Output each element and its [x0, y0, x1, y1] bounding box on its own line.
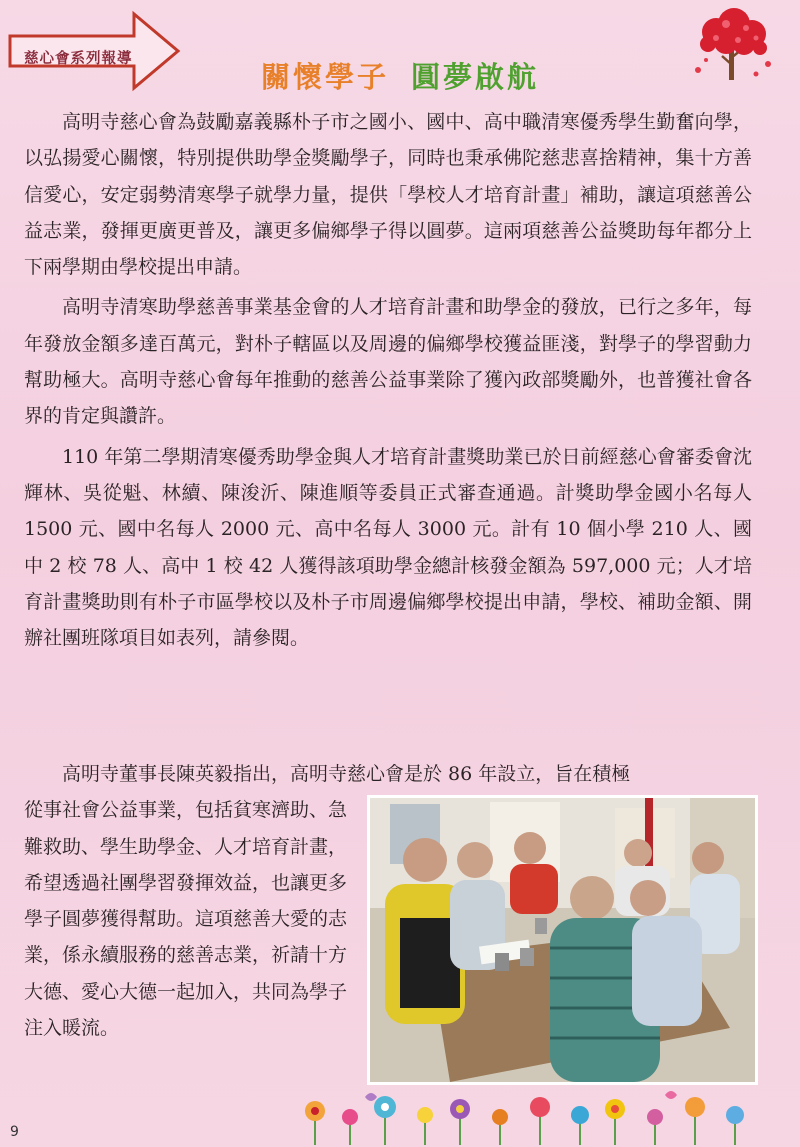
- title-part-1: 關懷學子: [260, 60, 389, 94]
- paragraph-3: 110 年第二學期清寒優秀助學金與人才培育計畫獎助業已於日前經慈心會審委會沈輝林、吳從魁、林續、陳浚沂、陳進順等委員正式審查通過。計獎助學金國小名每人 1500 元、國中名每人 2000 元、高中名每人 3000 元。計有 10 個小學 210 人、國中 2 校 78 人、高中 1 校 42 人獲得該項助學金總計核發金額為 597,000 元；人才培育計畫獎助則有朴子市區學校以及朴子市周邊偏鄉學校提出申請，學校、補助金額、開辦社團班隊項目如表列，請參閱。: [24, 445, 752, 650]
- section-tag-label: 慈心會系列報導: [24, 51, 133, 67]
- article-body: [24, 104, 752, 660]
- page-title: [0, 55, 800, 96]
- paragraph-1: 高明寺慈心會為鼓勵嘉義縣朴子市之國小、國中、高中職清寒優秀學生勤奮向學，以弘揚愛心關懷，特別提供助學金獎勵學子，同時也秉承佛陀慈悲喜捨精神，集十方善信愛心，安定弱勢清寒學子就學力量，提供「學校人才培育計畫」補助，讓這項慈善公益志業，發揮更廣更普及，讓更多偏鄉學子得以圓夢。這兩項慈善公益獎助每年都分上下兩學期由學校提出申請。: [24, 111, 752, 279]
- paragraph-4-first-line: 高明寺董事長陳英毅指出，高明寺慈心會是於 86 年設立，旨在積極: [62, 763, 631, 785]
- meeting-photo: [367, 795, 758, 1085]
- page-number: 9: [10, 1124, 19, 1140]
- paragraph-2: 高明寺清寒助學慈善事業基金會的人才培育計畫和助學金的發放，已行之多年，每年發放金額多達百萬元，對朴子轄區以及周邊的偏鄉學校獲益匪淺，對學子的學習動力幫助極大。高明寺慈心會每年推動的慈善公益事業除了獲內政部獎勵外，也普獲社會各界的肯定與讚許。: [24, 296, 752, 428]
- paragraph-4-rest: 從事社會公益事業，包括貧寒濟助、急難救助、學生助學金、人才培育計畫，希望透過社團學習發揮效益，也讓更多學子圓夢獲得幫助。這項慈善大愛的志業，係永續服務的慈善志業，祈請十方大德、愛心大德一起加入，共同為學子注入暖流。: [24, 799, 348, 1040]
- flower-border-icon: [295, 1087, 775, 1145]
- title-part-2: 圓夢啟航: [411, 60, 540, 94]
- meeting-scene-image: [370, 798, 755, 1082]
